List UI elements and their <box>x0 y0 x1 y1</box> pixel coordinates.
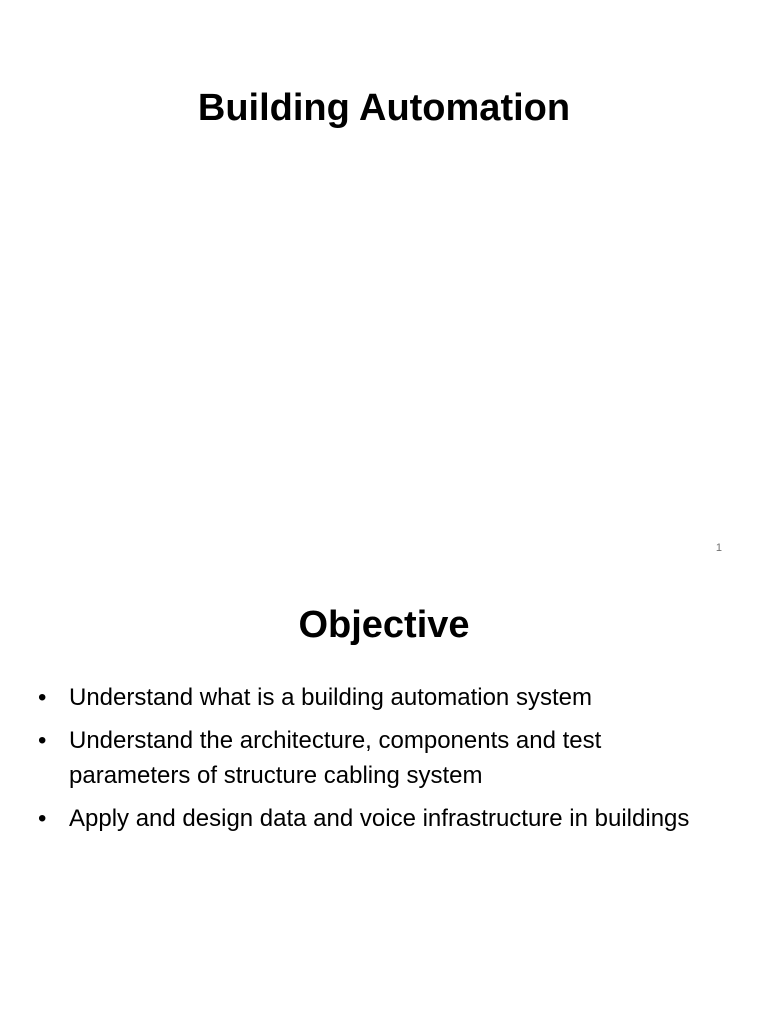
objective-bullet-list <box>38 680 708 844</box>
bullet-icon: • <box>38 684 47 711</box>
slide-title: Objective <box>298 604 470 646</box>
list-item <box>38 680 708 715</box>
bullet-icon: • <box>38 805 47 832</box>
list-item-text: Understand the architecture, components and test parameters of structure cabling system <box>69 727 602 789</box>
list-item <box>38 801 708 836</box>
list-item-text: Understand what is a building automation system <box>69 684 592 711</box>
list-item <box>38 723 708 793</box>
bullet-icon: • <box>38 727 47 754</box>
slide-2 <box>0 576 768 1024</box>
list-item-text: Apply and design data and voice infrastructure in buildings <box>69 805 690 832</box>
slide-title: Building Automation <box>197 87 571 129</box>
page-number: 1 <box>715 542 722 554</box>
